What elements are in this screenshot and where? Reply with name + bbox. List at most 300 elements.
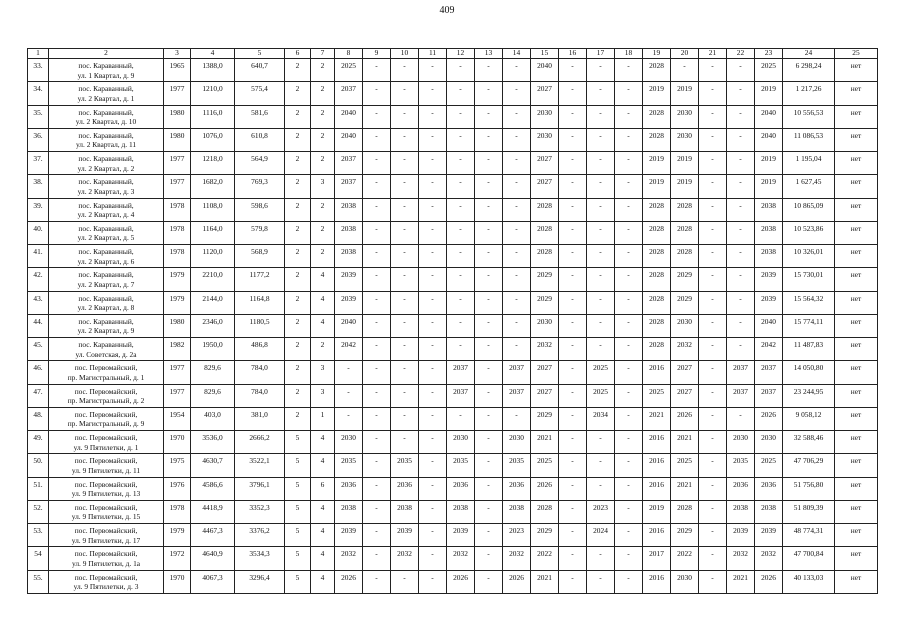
table-cell-col-19: 2021 (643, 407, 671, 430)
table-cell-col-25: нет (835, 314, 878, 337)
table-cell-col-15: 2022 (531, 547, 559, 570)
table-cell-col-14: 2026 (503, 570, 531, 593)
table-cell-col-14: - (503, 128, 531, 151)
table-cell-col-4: 829,6 (191, 361, 235, 384)
table-cell-col-25: нет (835, 361, 878, 384)
table-cell-col-19: 2028 (643, 338, 671, 361)
table-cell-col-7: 2 (311, 221, 335, 244)
table-cell-col-6: 2 (285, 82, 311, 105)
table-cell-col-8: 2038 (335, 245, 363, 268)
row-number: 55. (28, 570, 49, 593)
table-cell-col-22: 2038 (727, 500, 755, 523)
table-row (28, 59, 878, 82)
column-header-1: 1 (28, 49, 49, 59)
row-number: 39. (28, 198, 49, 221)
table-cell-col-9: - (363, 245, 391, 268)
table-cell-col-7: 2 (311, 105, 335, 128)
table-cell-col-21: - (699, 524, 727, 547)
table-cell-col-3: 1977 (164, 82, 191, 105)
table-cell-col-11: - (419, 361, 447, 384)
table-cell-col-6: 5 (285, 431, 311, 454)
address-line: ул. 9 Пятилетки, д. 1а (71, 558, 141, 568)
address-line: ул. 9 Пятилетки, д. 11 (71, 465, 141, 475)
table-cell-col-10: - (391, 570, 419, 593)
table-cell-col-20: 2028 (671, 221, 699, 244)
table-cell-col-16: - (559, 477, 587, 500)
table-cell-col-19: 2016 (643, 477, 671, 500)
table-cell-col-8: 2035 (335, 454, 363, 477)
table-cell-col-8: 2040 (335, 128, 363, 151)
address-line: ул. 2 Квартал, д. 8 (77, 303, 135, 312)
table-cell-col-12: 2032 (447, 547, 475, 570)
table-cell-col-15: 2029 (531, 291, 559, 314)
address-line: ул. 2 Квартал, д. 4 (77, 210, 135, 219)
column-header-6: 6 (285, 49, 311, 59)
table-cell-col-4: 2346,0 (191, 314, 235, 337)
table-cell-col-12: - (447, 314, 475, 337)
table-cell-col-19: 2016 (643, 361, 671, 384)
table-header (28, 49, 878, 59)
table-cell-col-23: 2019 (755, 82, 783, 105)
table-cell-col-15: 2028 (531, 245, 559, 268)
table-cell-col-3: 1979 (164, 524, 191, 547)
table-cell-col-20: 2028 (671, 198, 699, 221)
table-cell-col-20: 2019 (671, 82, 699, 105)
table-cell-col-16: - (559, 82, 587, 105)
address-cell (49, 431, 164, 454)
table-cell-col-10: - (391, 314, 419, 337)
table-row (28, 384, 878, 407)
table-cell-col-3: 1977 (164, 384, 191, 407)
table-cell-col-24: 14 050,80 (783, 361, 835, 384)
table-cell-col-21: - (699, 454, 727, 477)
column-header-2: 2 (49, 49, 164, 59)
address-cell (49, 221, 164, 244)
table-cell-col-19: 2019 (643, 500, 671, 523)
address-line: пос. Первомайский, (74, 363, 138, 373)
table-cell-col-21: - (699, 291, 727, 314)
table-cell-col-3: 1980 (164, 105, 191, 128)
table-cell-col-15: 2032 (531, 338, 559, 361)
table-cell-col-18: - (615, 221, 643, 244)
row-number: 36. (28, 128, 49, 151)
table-cell-col-18: - (615, 175, 643, 198)
address-line: ул. 2 Квартал, д. 10 (75, 117, 137, 126)
table-cell-col-22: - (727, 175, 755, 198)
table-cell-col-16: - (559, 524, 587, 547)
table-cell-col-8: - (335, 384, 363, 407)
table-cell-col-16: - (559, 245, 587, 268)
address-cell (49, 547, 164, 570)
address-line: ул. 1 Квартал, д. 9 (77, 70, 135, 80)
table-cell-col-22: - (727, 82, 755, 105)
address-line: пос. Караванный, (78, 61, 134, 70)
table-cell-col-22: 2035 (727, 454, 755, 477)
table-cell-col-18: - (615, 524, 643, 547)
table-cell-col-20: 2021 (671, 477, 699, 500)
table-cell-col-20: 2025 (671, 454, 699, 477)
table-cell-col-22: - (727, 314, 755, 337)
address-cell (49, 361, 164, 384)
table-cell-col-18: - (615, 500, 643, 523)
table-cell-col-14: - (503, 82, 531, 105)
table-cell-col-8: 2037 (335, 175, 363, 198)
table-cell-col-21: - (699, 59, 727, 82)
column-header-21: 21 (699, 49, 727, 59)
table-cell-col-7: 4 (311, 500, 335, 523)
table-cell-col-9: - (363, 477, 391, 500)
table-cell-col-9: - (363, 547, 391, 570)
table-cell-col-10: - (391, 291, 419, 314)
table-cell-col-21: - (699, 338, 727, 361)
table-cell-col-9: - (363, 314, 391, 337)
table-cell-col-9: - (363, 407, 391, 430)
table-cell-col-24: 47 706,29 (783, 454, 835, 477)
table-cell-col-25: нет (835, 547, 878, 570)
table-cell-col-13: - (475, 175, 503, 198)
table-row (28, 361, 878, 384)
table-cell-col-21: - (699, 314, 727, 337)
table-cell-col-11: - (419, 175, 447, 198)
table-cell-col-13: - (475, 338, 503, 361)
table-cell-col-22: - (727, 105, 755, 128)
table-cell-col-7: 4 (311, 314, 335, 337)
table-cell-col-25: нет (835, 291, 878, 314)
table-cell-col-19: 2017 (643, 547, 671, 570)
table-cell-col-22: - (727, 407, 755, 430)
table-cell-col-11: - (419, 105, 447, 128)
table-cell-col-15: 2026 (531, 477, 559, 500)
table-cell-col-17: - (587, 338, 615, 361)
table-cell-col-9: - (363, 500, 391, 523)
table-cell-col-7: 1 (311, 407, 335, 430)
table-cell-col-3: 1979 (164, 268, 191, 291)
table-cell-col-21: - (699, 547, 727, 570)
table-cell-col-3: 1970 (164, 570, 191, 593)
table-cell-col-22: - (727, 59, 755, 82)
table-cell-col-7: 6 (311, 477, 335, 500)
table-cell-col-4: 1076,0 (191, 128, 235, 151)
table-cell-col-25: нет (835, 384, 878, 407)
table-cell-col-9: - (363, 198, 391, 221)
table-cell-col-22: - (727, 338, 755, 361)
address-cell (49, 128, 164, 151)
table-cell-col-12: - (447, 338, 475, 361)
table-cell-col-18: - (615, 245, 643, 268)
table-cell-col-24: 11 487,83 (783, 338, 835, 361)
table-cell-col-25: нет (835, 245, 878, 268)
table-cell-col-5: 769,3 (235, 175, 285, 198)
table-cell-col-19: 2019 (643, 82, 671, 105)
table-cell-col-3: 1977 (164, 175, 191, 198)
table-cell-col-10: 2035 (391, 454, 419, 477)
table-cell-col-6: 2 (285, 105, 311, 128)
address-line: пос. Первомайский, (74, 386, 138, 396)
table-cell-col-10: - (391, 105, 419, 128)
address-line: пос. Караванный, (78, 177, 134, 187)
table-cell-col-21: - (699, 268, 727, 291)
table-cell-col-21: - (699, 198, 727, 221)
table-cell-col-19: 2016 (643, 454, 671, 477)
address-cell (49, 59, 164, 82)
table-cell-col-13: - (475, 128, 503, 151)
table-cell-col-20: 2027 (671, 384, 699, 407)
table-cell-col-9: - (363, 524, 391, 547)
table-cell-col-19: 2025 (643, 384, 671, 407)
table-cell-col-18: - (615, 314, 643, 337)
table-cell-col-8: 2040 (335, 105, 363, 128)
table-cell-col-4: 4067,3 (191, 570, 235, 593)
table-cell-col-11: - (419, 570, 447, 593)
table-cell-col-5: 784,0 (235, 361, 285, 384)
table-cell-col-6: 5 (285, 524, 311, 547)
table-cell-col-22: - (727, 128, 755, 151)
table-cell-col-5: 579,8 (235, 221, 285, 244)
row-number: 43. (28, 291, 49, 314)
address-line: ул. 2 Квартал, д. 9 (77, 326, 135, 336)
table-cell-col-17: - (587, 291, 615, 314)
table-cell-col-19: 2028 (643, 221, 671, 244)
table-cell-col-13: - (475, 361, 503, 384)
table-cell-col-4: 1950,0 (191, 338, 235, 361)
table-cell-col-12: - (447, 268, 475, 291)
table-cell-col-13: - (475, 105, 503, 128)
table-cell-col-13: - (475, 314, 503, 337)
address-cell (49, 454, 164, 477)
table-cell-col-25: нет (835, 198, 878, 221)
table-cell-col-15: 2028 (531, 198, 559, 221)
table-cell-col-12: 2038 (447, 500, 475, 523)
address-line: ул. 9 Пятилетки, д. 1 (73, 442, 139, 452)
table-cell-col-13: - (475, 524, 503, 547)
table-cell-col-23: 2038 (755, 221, 783, 244)
table-cell-col-11: - (419, 221, 447, 244)
table-cell-col-20: 2030 (671, 314, 699, 337)
table-cell-col-23: 2038 (755, 198, 783, 221)
table-cell-col-6: 5 (285, 570, 311, 593)
table-cell-col-20: 2028 (671, 245, 699, 268)
table-cell-col-5: 568,9 (235, 245, 285, 268)
address-line: пос. Первомайский, (74, 479, 138, 489)
table-cell-col-18: - (615, 82, 643, 105)
table-cell-col-16: - (559, 500, 587, 523)
table-cell-col-8: 2030 (335, 431, 363, 454)
table-cell-col-20: 2021 (671, 431, 699, 454)
address-cell (49, 291, 164, 314)
table-cell-col-5: 3796,1 (235, 477, 285, 500)
table-cell-col-5: 381,0 (235, 407, 285, 430)
table-cell-col-18: - (615, 128, 643, 151)
table-cell-col-3: 1982 (164, 338, 191, 361)
row-number: 46. (28, 361, 49, 384)
table-cell-col-14: 2035 (503, 454, 531, 477)
table-cell-col-11: - (419, 268, 447, 291)
table-cell-col-7: 4 (311, 524, 335, 547)
table-cell-col-9: - (363, 291, 391, 314)
table-cell-col-9: - (363, 431, 391, 454)
table-cell-col-13: - (475, 384, 503, 407)
table-cell-col-16: - (559, 128, 587, 151)
address-line: ул. 9 Пятилетки, д. 13 (71, 489, 141, 498)
table-cell-col-13: - (475, 245, 503, 268)
column-header-23: 23 (755, 49, 783, 59)
table-cell-col-10: - (391, 245, 419, 268)
address-cell (49, 105, 164, 128)
table-cell-col-5: 640,7 (235, 59, 285, 82)
table-cell-col-20: 2026 (671, 407, 699, 430)
address-line: пр. Магистральный, д. 2 (67, 396, 145, 405)
table-cell-col-14: - (503, 314, 531, 337)
table-cell-col-17: - (587, 152, 615, 175)
table-cell-col-24: 15 730,01 (783, 268, 835, 291)
table-cell-col-15: 2021 (531, 431, 559, 454)
table-cell-col-23: 2036 (755, 477, 783, 500)
table-cell-col-22: 2030 (727, 431, 755, 454)
table-cell-col-16: - (559, 431, 587, 454)
address-line: пос. Караванный, (78, 316, 134, 326)
table-cell-col-7: 4 (311, 547, 335, 570)
table-cell-col-17: - (587, 477, 615, 500)
address-line: ул. 2 Квартал, д. 7 (77, 279, 135, 289)
table-cell-col-19: 2028 (643, 291, 671, 314)
table-cell-col-16: - (559, 454, 587, 477)
table-cell-col-21: - (699, 245, 727, 268)
table-cell-col-16: - (559, 221, 587, 244)
table-cell-col-13: - (475, 431, 503, 454)
row-number: 47. (28, 384, 49, 407)
table-cell-col-11: - (419, 477, 447, 500)
table-cell-col-13: - (475, 547, 503, 570)
column-header-15: 15 (531, 49, 559, 59)
table-cell-col-17: - (587, 314, 615, 337)
table-row (28, 105, 878, 128)
address-line: пос. Первомайский, (74, 526, 138, 535)
table-cell-col-20: - (671, 59, 699, 82)
table-cell-col-19: 2016 (643, 431, 671, 454)
table-cell-col-8: 2037 (335, 152, 363, 175)
table-cell-col-3: 1965 (164, 59, 191, 82)
table-cell-col-17: 2024 (587, 524, 615, 547)
table-cell-col-22: 2032 (727, 547, 755, 570)
table-cell-col-8: 2042 (335, 338, 363, 361)
table-cell-col-4: 2210,0 (191, 268, 235, 291)
table-cell-col-15: 2028 (531, 221, 559, 244)
address-line: ул. 9 Пятилетки, д. 17 (71, 535, 141, 545)
table-cell-col-25: нет (835, 175, 878, 198)
address-line: пос. Караванный, (78, 200, 134, 210)
table-cell-col-5: 598,6 (235, 198, 285, 221)
table-cell-col-7: 2 (311, 338, 335, 361)
column-header-25: 25 (835, 49, 878, 59)
table-cell-col-3: 1975 (164, 454, 191, 477)
table-cell-col-12: - (447, 82, 475, 105)
table-cell-col-17: - (587, 82, 615, 105)
table-cell-col-18: - (615, 407, 643, 430)
table-cell-col-17: 2025 (587, 361, 615, 384)
table-cell-col-10: - (391, 221, 419, 244)
table-cell-col-14: - (503, 175, 531, 198)
table-cell-col-14: 2030 (503, 431, 531, 454)
row-number: 38. (28, 175, 49, 198)
table-cell-col-8: 2036 (335, 477, 363, 500)
table-cell-col-21: - (699, 152, 727, 175)
table-cell-col-23: 2025 (755, 59, 783, 82)
table-cell-col-5: 2666,2 (235, 431, 285, 454)
address-line: ул. 9 Пятилетки, д. 15 (71, 512, 141, 522)
table-cell-col-5: 1177,2 (235, 268, 285, 291)
column-header-18: 18 (615, 49, 643, 59)
table-cell-col-12: 2030 (447, 431, 475, 454)
table-cell-col-14: - (503, 198, 531, 221)
address-line: пос. Караванный, (78, 107, 134, 117)
table-cell-col-22: - (727, 245, 755, 268)
address-cell (49, 268, 164, 291)
table-cell-col-6: 2 (285, 152, 311, 175)
table-cell-col-8: 2039 (335, 268, 363, 291)
table-cell-col-24: 48 774,31 (783, 524, 835, 547)
table-cell-col-16: - (559, 175, 587, 198)
table-cell-col-8: - (335, 407, 363, 430)
address-cell (49, 314, 164, 337)
table-cell-col-5: 486,8 (235, 338, 285, 361)
table-cell-col-13: - (475, 500, 503, 523)
table-cell-col-9: - (363, 221, 391, 244)
table-cell-col-20: 2030 (671, 128, 699, 151)
table-cell-col-9: - (363, 82, 391, 105)
address-line: ул. 2 Квартал, д. 2 (77, 163, 135, 173)
address-line: пос. Караванный, (78, 340, 134, 349)
table-cell-col-18: - (615, 384, 643, 407)
row-number: 52. (28, 500, 49, 523)
table-cell-col-15: 2027 (531, 82, 559, 105)
table-cell-col-25: нет (835, 477, 878, 500)
table-cell-col-17: - (587, 59, 615, 82)
table-cell-col-23: 2042 (755, 338, 783, 361)
table-cell-col-24: 51 756,80 (783, 477, 835, 500)
table-cell-col-23: 2037 (755, 361, 783, 384)
table-cell-col-15: 2030 (531, 105, 559, 128)
table-cell-col-16: - (559, 361, 587, 384)
table-cell-col-15: 2029 (531, 268, 559, 291)
address-line: пос. Первомайский, (74, 456, 138, 466)
table-cell-col-20: 2030 (671, 105, 699, 128)
row-number: 37. (28, 152, 49, 175)
table-cell-col-19: 2019 (643, 175, 671, 198)
table-cell-col-14: 2023 (503, 524, 531, 547)
table-cell-col-5: 3296,4 (235, 570, 285, 593)
address-line: пос. Караванный, (78, 270, 134, 280)
table-cell-col-22: - (727, 198, 755, 221)
column-header-3: 3 (164, 49, 191, 59)
table-cell-col-7: 2 (311, 198, 335, 221)
table-cell-col-6: 5 (285, 547, 311, 570)
table-cell-col-10: - (391, 338, 419, 361)
table-cell-col-7: 4 (311, 570, 335, 593)
table-cell-col-8: 2039 (335, 524, 363, 547)
table-cell-col-16: - (559, 105, 587, 128)
table-cell-col-3: 1977 (164, 152, 191, 175)
row-number: 54 (28, 547, 49, 570)
table-cell-col-11: - (419, 291, 447, 314)
table-cell-col-6: 2 (285, 128, 311, 151)
address-cell (49, 407, 164, 430)
table-cell-col-10: - (391, 82, 419, 105)
table-cell-col-11: - (419, 314, 447, 337)
table-cell-col-7: 4 (311, 454, 335, 477)
table-cell-col-3: 1980 (164, 314, 191, 337)
table-cell-col-12: - (447, 128, 475, 151)
table-cell-col-16: - (559, 59, 587, 82)
